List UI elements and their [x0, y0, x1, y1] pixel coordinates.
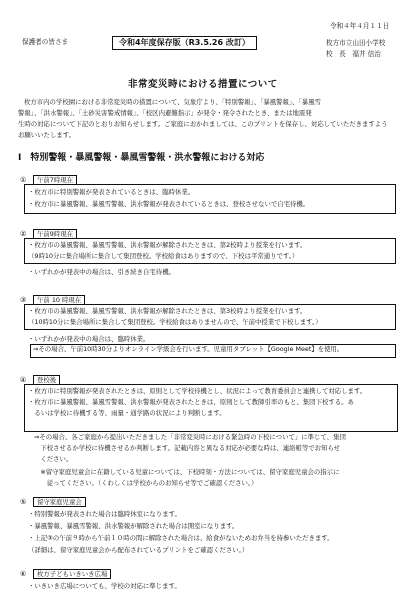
block1-line-1: ・枚方市に特別警報が発表されているときは、臨時休業。 — [28, 188, 195, 196]
block4-line-7: ※留守家庭児童会に在籍している児童については、下校時刻・方法については、留守家庭児童会の指示に — [34, 468, 340, 476]
block3-line-3: ・いずれかが発表中の場合は、臨時休業。 — [28, 335, 150, 343]
block1-line-2: ・枚方市に暴風警報、暴風雪警報、洪水警報が発表されているときは、登校させないで自宅待機。 — [28, 200, 310, 208]
block2-label: 午前9時現在 — [33, 229, 77, 239]
block5-line-4: （詳細は、留守家庭児童会から配布されているプリントをご確認ください。） — [28, 546, 249, 554]
block2-number: ② — [20, 230, 27, 238]
block4-line-1: ・枚方市に特別警報が発表されたときは、原則として学校待機とし、状況によって教育委員会と連携して対応します。 — [28, 387, 367, 395]
issue-date: 令和４年４月１１日 — [330, 22, 390, 30]
intro-line-1: 枚方市内の学校園における非常変災時の措置について、気象庁より、「特別警報」、「暴風警報」、「暴風雪 — [24, 98, 321, 106]
block3-line-1: ・枚方市の暴風警報、暴風雪警報、洪水警報が解除されたときは、第3校時より授業を行います。 — [28, 307, 307, 315]
block4-label: 登校後 — [33, 375, 60, 385]
block5-number: ⑤ — [20, 498, 27, 506]
block3-label: 午前 10 時現在 — [33, 295, 85, 305]
block6-label: 枚方子どもいきいき広場 — [33, 569, 111, 579]
block6-line-1: ・いきいき広場についても、学校の対応に準じます。 — [28, 582, 181, 590]
block5-line-2: ・暴風警報、暴風雪警報、洪水警報が解除された場合は開室になります。 — [28, 522, 239, 530]
block4-line-4: ⇒その場合、各ご家庭から提出いただきました「非常変災時における緊急時の下校について」に準じて、集団 — [34, 433, 346, 441]
block3-line-4: ⇒その場合、午前10時30分よりオンライン学級会を行います。児童用タブレット【Google Meet】を使用。 — [33, 345, 344, 353]
block3-number: ③ — [20, 296, 27, 304]
block2-line-1: ・枚方市の暴風警報、暴風雪警報、洪水警報が解除されたときは、第2校時より授業を行います。 — [28, 241, 307, 249]
block2-line-3: ・いずれかが発表中の場合は、引き続き自宅待機。 — [28, 268, 175, 276]
block5-label: 留守家庭児童会 — [33, 497, 86, 507]
block4-line-6: ください。 — [34, 455, 73, 463]
edition-badge: 令和4年度保存版（R3.5.26 改訂） — [112, 36, 257, 50]
block6-number: ⑥ — [20, 570, 27, 578]
intro-line-2: 警報」、「洪水警報」、「土砂災害警戒情報」、「校区内避難指示」が発令・発令されたとき、または地震発 — [18, 109, 312, 117]
block1-number: ① — [20, 176, 27, 184]
block4-line-3: るいは学校に待機する等、雨量・通学路の状況により判断します。 — [28, 409, 226, 417]
block5-line-1: ・特別警報が発表された場合は臨時休室になります。 — [28, 510, 181, 518]
block4-line-8: 従ってください。（くわしくは学校からのお知らせ等でご確認ください。） — [34, 479, 258, 487]
page-title: 非常変災時における措置について — [128, 79, 278, 90]
block5-line-3: ・上記③の午前９時から午前１０時の間に解除された場合は、給食がないためお弁当を持参いただきます。 — [28, 534, 334, 542]
block1-label: 午前7時現在 — [33, 175, 77, 185]
block2-line-2: （9時10分に集合場所に集合して集団登校。学校給食はありますので、下校は平常通りです。） — [28, 252, 299, 260]
block4-number: ④ — [20, 376, 27, 384]
block3-line-2: （10時10分に集合場所に集合して集団登校。学校給食はありませんので、午前中授業で下校します。） — [28, 318, 322, 326]
block4-line-2: ・枚方市に暴風警報、暴風雪警報、洪水警報が発表されたときは、原則として教師引率のもと、集団下校する。あ — [28, 398, 354, 406]
principal-name: 校 長 福井 信治 — [326, 50, 381, 58]
school-name: 枚方市立山田小学校 — [326, 39, 386, 47]
intro-line-4: お願いいたします。 — [18, 131, 76, 139]
block4-line-5: 下校させるか学校に待機させるか判断します。記載内容と異なる対応が必要な時は、連絡帳等でお知らせ — [34, 444, 341, 452]
intro-line-3: 生時の対応について下記のとおりお知らせします。ご家庭におかれましては、このプリントを保存し、対応していただきますよう — [18, 120, 388, 128]
greeting: 保護者の皆さま — [22, 38, 69, 46]
section-heading: Ⅰ 特別警報・暴風警報・暴風雪警報・洪水警報における対応 — [18, 153, 265, 163]
